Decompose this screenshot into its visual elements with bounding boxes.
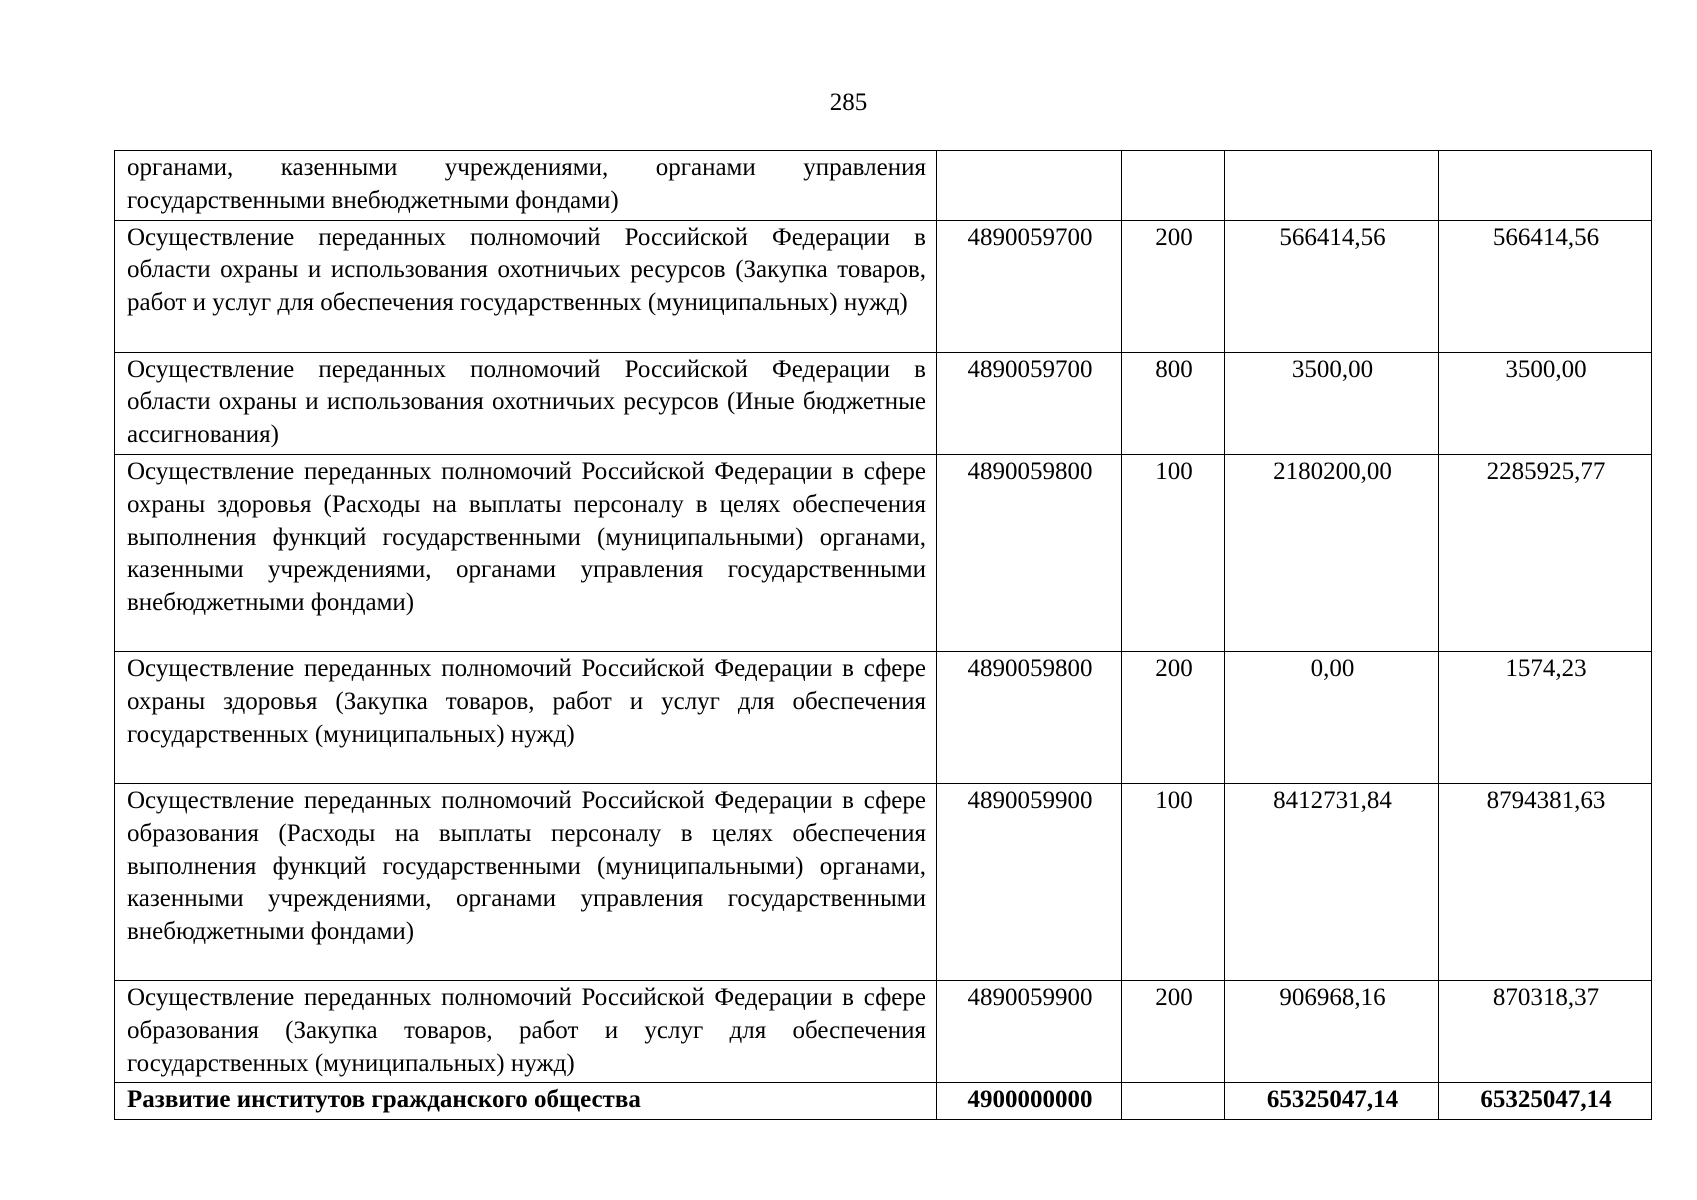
row-sum-2: 8794381,63 (1439, 783, 1652, 980)
row-description: Осуществление переданных полномочий Российской Федерации в сфере образования (Расходы на выплаты персоналу в целях обеспечения выполнения функций государственными (муниципальными) органами, казенными учреждениями, органами управления государственными внебюджетными фондами) (115, 783, 937, 980)
row-description: Осуществление переданных полномочий Российской Федерации в сфере охраны здоровья (Закупка товаров, работ и услуг для обеспечения государственных (муниципальных) нужд) (115, 651, 937, 783)
row-code (937, 151, 1122, 221)
row-sum-2: 870318,37 (1439, 980, 1652, 1082)
page-number: 285 (829, 89, 868, 116)
row-code: 4890059900 (937, 783, 1122, 980)
row-code: 4890059700 (937, 220, 1122, 352)
row-type: 200 (1122, 220, 1225, 352)
row-type: 200 (1122, 651, 1225, 783)
row-code: 4890059700 (937, 352, 1122, 454)
total-row (115, 1083, 1652, 1120)
row-sum-1: 0,00 (1225, 651, 1439, 783)
total-sum-2: 65325047,14 (1439, 1083, 1652, 1120)
row-type: 100 (1122, 454, 1225, 651)
row-sum-1: 566414,56 (1225, 220, 1439, 352)
row-sum-1 (1225, 151, 1439, 221)
row-sum-1: 3500,00 (1225, 352, 1439, 454)
row-sum-1: 2180200,00 (1225, 454, 1439, 651)
row-sum-1: 906968,16 (1225, 980, 1439, 1082)
row-sum-2: 3500,00 (1439, 352, 1652, 454)
total-description: Развитие институтов гражданского общества (115, 1083, 937, 1120)
row-type: 100 (1122, 783, 1225, 980)
total-code: 4900000000 (937, 1083, 1122, 1120)
row-sum-1: 8412731,84 (1225, 783, 1439, 980)
row-sum-2 (1439, 151, 1652, 221)
table-row (115, 980, 1652, 1082)
table-row (115, 454, 1652, 651)
row-description: Осуществление переданных полномочий Российской Федерации в сфере охраны здоровья (Расходы на выплаты персоналу в целях обеспечения выполнения функций государственными (муниципальными) органами, казенными учреждениями, органами управления государственными внебюджетными фондами) (115, 454, 937, 651)
row-sum-2: 2285925,77 (1439, 454, 1652, 651)
row-type (1122, 151, 1225, 221)
row-description: Осуществление переданных полномочий Российской Федерации в области охраны и использования охотничьих ресурсов (Иные бюджетные ассигнования) (115, 352, 937, 454)
row-description: Осуществление переданных полномочий Российской Федерации в области охраны и использования охотничьих ресурсов (Закупка товаров, работ и услуг для обеспечения государственных (муниципальных) нужд) (115, 220, 937, 352)
table-row (115, 783, 1652, 980)
row-sum-2: 1574,23 (1439, 651, 1652, 783)
row-type: 200 (1122, 980, 1225, 1082)
row-type: 800 (1122, 352, 1225, 454)
total-sum-1: 65325047,14 (1225, 1083, 1439, 1120)
table-row (115, 220, 1652, 352)
table-row (115, 651, 1652, 783)
total-type (1122, 1083, 1225, 1120)
row-description: Осуществление переданных полномочий Российской Федерации в сфере образования (Закупка товаров, работ и услуг для обеспечения государственных (муниципальных) нужд) (115, 980, 937, 1082)
row-description: органами, казенными учреждениями, органами управления государственными внебюджетными фондами) (115, 151, 937, 221)
table-row (115, 151, 1652, 221)
row-code: 4890059800 (937, 651, 1122, 783)
row-code: 4890059900 (937, 980, 1122, 1082)
budget-table (114, 150, 1652, 1120)
row-sum-2: 566414,56 (1439, 220, 1652, 352)
row-code: 4890059800 (937, 454, 1122, 651)
table-row (115, 352, 1652, 454)
